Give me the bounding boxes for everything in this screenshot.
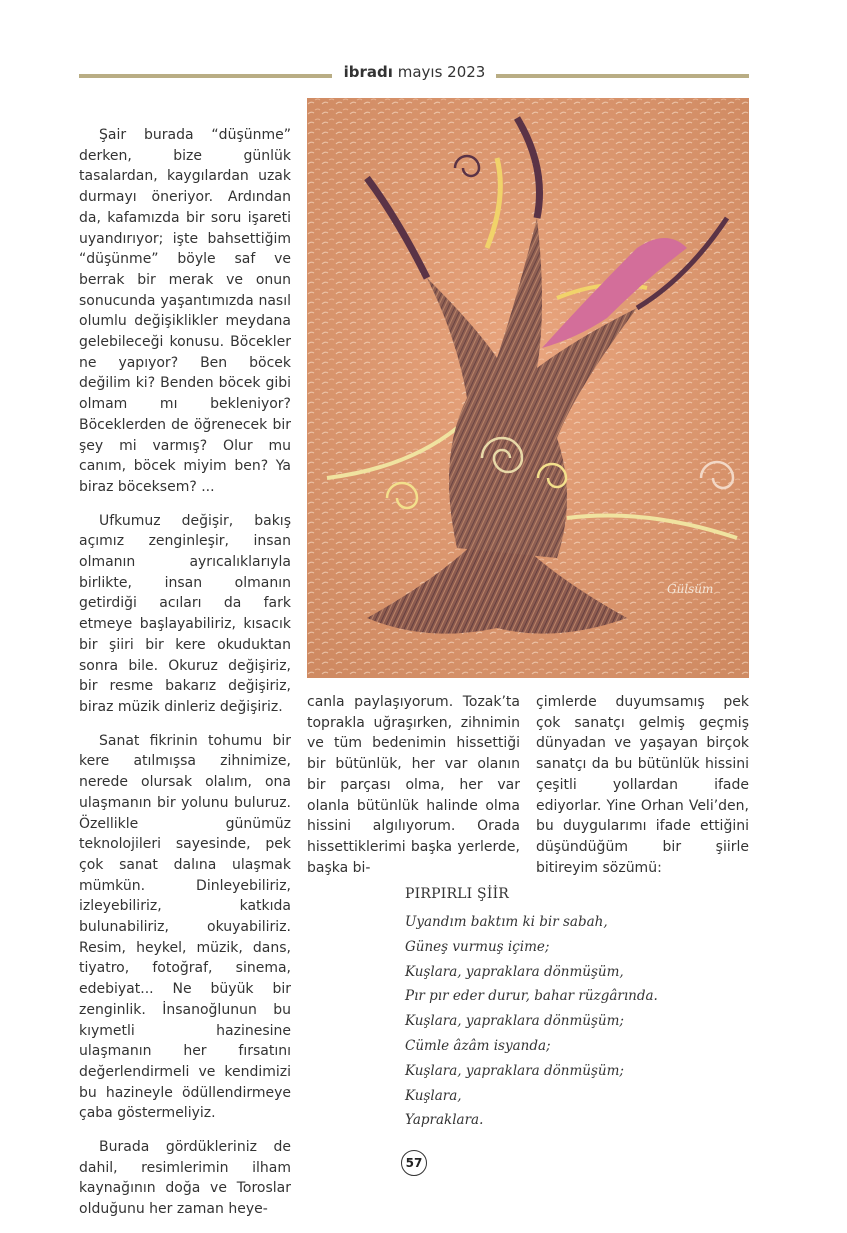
issue-date: mayıs 2023 [397,63,486,81]
poem-line: Yapraklara. [405,1112,484,1129]
text-column-1 [79,125,291,1233]
paragraph: Burada gördükleriniz de dahil, resimlerimin ilham kaynağının doğa ve Toroslar olduğunu her zaman heye- [79,1139,291,1218]
poem-line: Pır pır eder durur, bahar rüzgârında. [405,988,658,1005]
poem-line: Güneş vurmuş içime; [405,938,550,955]
header-rule-right [496,74,749,78]
poem-line: Kuşlara, yapraklara dönmüşüm; [405,1062,624,1079]
poem [405,884,735,1133]
paragraph: canla paylaşıyorum. Tozak’ta toprakla uğraşırken, zihnimin ve tüm bedenimin hissettiği bir bütünlük, her var olanın bir parçası olma, her var olanla bütünlük halinde olma hissini algılıyorum. Orada hissettiklerimi başka yerlerde, başka bi- [307,694,520,876]
header-title [337,63,492,81]
text-column-3 [536,692,749,891]
header-rule-left [79,74,332,78]
paragraph: çimlerde duyumsamış pek çok sanatçı gelmiş geçmiş dünyadan ve yaşayan birçok sanatçı da bu bütünlük hissini çeşitli yollardan ifade ediyorlar. Yine Orhan Veli’den, bu duygularımı ifade ettiğini düşündüğüm bir şiirle bitireyim sözümü: [536,694,749,876]
paragraph: Ufkumuz değişir, bakış açımız zenginleşir, insan olmanın ayrıcalıklarıyla birlikte, insan olmanın getirdiği acıları da fark etmeye başlayabiliriz, kısacık bir şiiri bir kere okuduktan sonra bile. Okuruz değişiriz, bir resme bakarız değişiriz, biraz müzik dinleriz değişiriz. [79,512,291,715]
running-header [79,63,749,85]
poem-line: Kuşlara, yapraklara dönmüşüm, [405,963,624,980]
painting-signature: Gülsüm [667,582,714,596]
text-column-2 [307,692,520,891]
poem-line: Kuşlara, yapraklara dönmüşüm; [405,1013,624,1030]
poem-line: Cümle âzâm isyanda; [405,1037,551,1054]
tree-painting [307,98,749,678]
page-number: 57 [401,1150,427,1176]
magazine-brand: ibradı [343,63,393,81]
poem-title: PIRPIRLI ŞİİR [405,886,510,902]
poem-line: Uyandım baktım ki bir sabah, [405,914,608,930]
paragraph: Şair burada “düşünme” derken, bize günlük tasalardan, kaygılardan uzak durmayı öneriyor. Ardından da, kafamızda bir soru işareti uyandırıyor; işte bahsettiğim “düşünme” böyle saf ve berrak bir merak ve onun sonucunda yaşantımızda nasıl olumlu değişiklikler meydana gelebileceği konusu. Böcekler ne yapıyor? Ben böcek değilim ki? Benden böcek gibi olmam mı bekleniyor? Böceklerden de öğrenecek bir şey mi varmış? Olur mu canım, böcek miyim ben? Ya biraz böceksem? ... [79,127,291,495]
paragraph: Sanat fikrinin tohumu bir kere atılmışsa zihnimize, nerede olursak olalım, ona ulaşmanın bir yolunu buluruz. Özellikle günümüz teknolojileri sayesinde, pek çok sanat dalına ulaşmak mümkün. Dinleyebiliriz, izleyebiliriz, katkıda bulunabiliriz, okuyabiliriz. Resim, heykel, müzik, dans, tiyatro, fotoğraf, sinema, edebiyat... Ne büyük bir zenginlik. İnsanoğlunun bu kıymetli hazinesine ulaşmanın her fırsatını değerlendirmeli ve kendimizi bu hazineyle ödüllendirmeye çaba göstermeliyiz. [79,732,291,1122]
poem-line: Kuşlara, [405,1087,462,1104]
